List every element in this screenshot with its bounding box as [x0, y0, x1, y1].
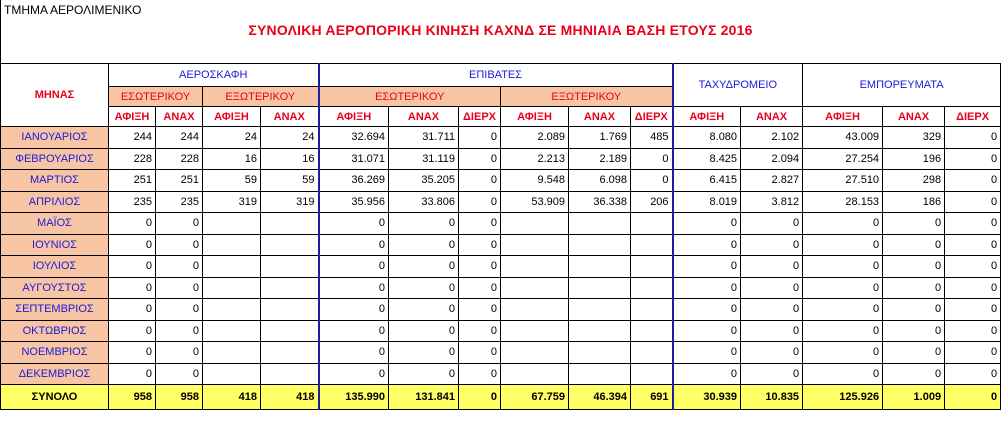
table-cell	[631, 234, 673, 256]
table-cell: 2.094	[741, 148, 803, 170]
table-row	[1, 170, 1001, 192]
table-cell	[203, 342, 261, 364]
table-cell: 0	[741, 320, 803, 342]
table-cell: 2.089	[501, 127, 569, 149]
table-cell	[203, 320, 261, 342]
table-cell: 0	[389, 213, 459, 235]
table-cell: 319	[261, 191, 319, 213]
col-header-arr: ΑΦΙΞΗ	[319, 107, 389, 127]
table-cell	[501, 256, 569, 278]
table-cell: 16	[203, 148, 261, 170]
table-cell	[261, 363, 319, 385]
table-cell	[631, 299, 673, 321]
table-cell	[501, 342, 569, 364]
table-cell: 0	[883, 299, 945, 321]
table-cell: 0	[389, 363, 459, 385]
table-cell: 0	[459, 191, 501, 213]
table-cell: 1.769	[569, 127, 631, 149]
table-cell: 235	[156, 191, 203, 213]
table-cell: 31.711	[389, 127, 459, 149]
table-cell: 298	[883, 170, 945, 192]
table-cell: 27.510	[803, 170, 883, 192]
report-title: ΣΥΝΟΛΙΚΗ ΑΕΡΟΠΟΡΙΚΗ ΚΙΝΗΣΗ ΚΑΧΝΔ ΣΕ ΜΗΝΙΑΙΑ ΒΑΣΗ ΕΤΟΥΣ 2016	[248, 22, 753, 38]
table-cell: 485	[631, 127, 673, 149]
table-cell: 0	[389, 320, 459, 342]
table-row	[1, 213, 1001, 235]
table-row	[1, 277, 1001, 299]
table-cell	[203, 234, 261, 256]
table-cell: 0	[803, 213, 883, 235]
table-cell: 0	[319, 320, 389, 342]
table-cell: 131.841	[389, 385, 459, 410]
table-cell: 0	[945, 148, 1001, 170]
aircraft-header: ΑΕΡΟΣΚΑΦΗ	[109, 64, 319, 87]
table-cell	[569, 363, 631, 385]
header-row-groups	[1, 64, 1001, 87]
month-name: ΙΟΥΛΙΟΣ	[1, 256, 109, 278]
table-cell: 0	[741, 342, 803, 364]
table-cell: 251	[156, 170, 203, 192]
table-cell: 0	[803, 234, 883, 256]
table-cell: 319	[203, 191, 261, 213]
table-cell: 28.153	[803, 191, 883, 213]
table-cell: 0	[109, 342, 156, 364]
table-cell	[569, 277, 631, 299]
table-cell: 0	[156, 299, 203, 321]
table-cell: 0	[319, 256, 389, 278]
table-cell: 0	[673, 234, 741, 256]
table-cell: 0	[673, 342, 741, 364]
table-cell: 228	[156, 148, 203, 170]
traffic-table	[0, 63, 1001, 410]
table-cell: 2.102	[741, 127, 803, 149]
table-cell: 0	[673, 256, 741, 278]
table-cell: 0	[459, 170, 501, 192]
table-row	[1, 342, 1001, 364]
month-name: ΔΕΚΕΜΒΡΙΟΣ	[1, 363, 109, 385]
table-cell: 0	[459, 277, 501, 299]
table-cell	[203, 277, 261, 299]
table-cell	[261, 299, 319, 321]
table-cell: 135.990	[319, 385, 389, 410]
table-cell	[569, 256, 631, 278]
table-cell: 0	[803, 363, 883, 385]
table-cell: 3.812	[741, 191, 803, 213]
table-cell: 0	[109, 277, 156, 299]
table-cell: 0	[741, 277, 803, 299]
table-cell: 0	[389, 299, 459, 321]
table-cell: 0	[741, 234, 803, 256]
table-cell	[501, 320, 569, 342]
table-cell: 16	[261, 148, 319, 170]
table-cell: 0	[673, 299, 741, 321]
table-cell: 1.009	[883, 385, 945, 410]
table-cell	[203, 363, 261, 385]
table-cell: 235	[109, 191, 156, 213]
table-cell: 9.548	[501, 170, 569, 192]
table-cell: 206	[631, 191, 673, 213]
col-header-dep: ΑΝΑΧ	[261, 107, 319, 127]
table-cell: 0	[945, 363, 1001, 385]
table-cell: 0	[883, 213, 945, 235]
table-row	[1, 191, 1001, 213]
table-cell: 35.205	[389, 170, 459, 192]
table-cell	[501, 234, 569, 256]
month-name: ΙΟΥΝΙΟΣ	[1, 234, 109, 256]
table-cell: 0	[803, 256, 883, 278]
table-cell	[501, 363, 569, 385]
mail-header: ΤΑΧΥΔΡΟΜΕΙΟ	[673, 64, 803, 107]
table-cell: 0	[945, 342, 1001, 364]
table-cell: 0	[945, 170, 1001, 192]
table-cell: 0	[883, 234, 945, 256]
table-cell: 0	[459, 127, 501, 149]
passengers-international-header: ΕΞΩΤΕΡΙΚΟΥ	[501, 87, 673, 107]
table-cell: 0	[156, 234, 203, 256]
table-cell: 0	[156, 363, 203, 385]
table-cell: 53.909	[501, 191, 569, 213]
table-cell: 31.071	[319, 148, 389, 170]
table-cell: 0	[803, 342, 883, 364]
table-cell	[569, 342, 631, 364]
table-cell: 0	[945, 191, 1001, 213]
table-cell: 0	[109, 234, 156, 256]
month-name: ΟΚΤΩΒΡΙΟΣ	[1, 320, 109, 342]
col-header-transit: ΔΙΕΡΧ	[945, 107, 1001, 127]
table-cell: 0	[945, 256, 1001, 278]
month-name: ΝΟΕΜΒΡΙΟΣ	[1, 342, 109, 364]
col-header-transit: ΔΙΕΡΧ	[631, 107, 673, 127]
table-cell: 251	[109, 170, 156, 192]
table-cell: 0	[109, 363, 156, 385]
col-header-arr: ΑΦΙΞΗ	[109, 107, 156, 127]
table-cell: 0	[319, 299, 389, 321]
table-cell: 228	[109, 148, 156, 170]
table-cell: 0	[389, 256, 459, 278]
table-cell: 0	[803, 320, 883, 342]
table-cell: 0	[319, 277, 389, 299]
table-cell: 0	[459, 299, 501, 321]
header-row-columns	[1, 107, 1001, 127]
table-cell: 0	[319, 234, 389, 256]
table-cell: 24	[261, 127, 319, 149]
table-cell: 958	[109, 385, 156, 410]
table-cell: 0	[741, 299, 803, 321]
table-cell	[261, 256, 319, 278]
table-cell	[203, 256, 261, 278]
passengers-domestic-header: ΕΣΩΤΕΡΙΚΟΥ	[319, 87, 501, 107]
table-cell: 0	[389, 234, 459, 256]
col-header-arr: ΑΦΙΞΗ	[673, 107, 741, 127]
table-cell: 24	[203, 127, 261, 149]
table-row	[1, 299, 1001, 321]
table-cell: 186	[883, 191, 945, 213]
month-name: ΦΕΒΡΟΥΑΡΙΟΣ	[1, 148, 109, 170]
table-cell: 196	[883, 148, 945, 170]
table-cell: 0	[883, 256, 945, 278]
table-cell: 0	[319, 363, 389, 385]
table-cell: 0	[673, 320, 741, 342]
table-cell: 46.394	[569, 385, 631, 410]
table-cell: 958	[156, 385, 203, 410]
table-cell	[631, 363, 673, 385]
table-cell: 0	[459, 213, 501, 235]
table-cell: 0	[156, 256, 203, 278]
table-cell: 0	[945, 234, 1001, 256]
table-cell: 0	[673, 213, 741, 235]
table-cell: 0	[156, 213, 203, 235]
table-cell: 0	[741, 363, 803, 385]
table-cell: 0	[883, 363, 945, 385]
table-cell: 6.098	[569, 170, 631, 192]
table-cell	[261, 277, 319, 299]
table-cell	[501, 277, 569, 299]
table-cell: 27.254	[803, 148, 883, 170]
table-cell: 0	[109, 299, 156, 321]
table-cell: 0	[459, 385, 501, 410]
table-cell	[203, 213, 261, 235]
table-cell: 0	[673, 277, 741, 299]
table-cell	[261, 234, 319, 256]
table-cell: 0	[319, 342, 389, 364]
table-cell	[631, 277, 673, 299]
table-cell: 0	[109, 213, 156, 235]
cargo-header: ΕΜΠΟΡΕΥΜΑΤΑ	[803, 64, 1001, 107]
table-cell: 329	[883, 127, 945, 149]
table-cell: 0	[883, 277, 945, 299]
table-cell	[501, 299, 569, 321]
table-cell	[631, 320, 673, 342]
department-label: ΤΜΗΜΑ ΑΕΡΟΛΙΜΕΝΙΚΟ	[4, 3, 142, 17]
table-cell: 0	[945, 127, 1001, 149]
table-cell: 0	[459, 342, 501, 364]
table-cell: 36.338	[569, 191, 631, 213]
aircraft-domestic-header: ΕΣΩΤΕΡΙΚΟΥ	[109, 87, 203, 107]
table-cell: 0	[109, 256, 156, 278]
table-cell	[631, 256, 673, 278]
table-row	[1, 148, 1001, 170]
table-cell: 59	[203, 170, 261, 192]
table-cell: 8.425	[673, 148, 741, 170]
table-cell: 0	[673, 363, 741, 385]
table-cell	[569, 213, 631, 235]
month-name: ΣΕΠΤΕΜΒΡΙΟΣ	[1, 299, 109, 321]
table-cell: 0	[319, 213, 389, 235]
aircraft-international-header: ΕΞΩΤΕΡΙΚΟΥ	[203, 87, 319, 107]
table-cell: 59	[261, 170, 319, 192]
table-cell: 33.806	[389, 191, 459, 213]
table-cell: 0	[389, 277, 459, 299]
table-cell: 244	[156, 127, 203, 149]
table-cell: 0	[156, 320, 203, 342]
table-cell: 0	[803, 277, 883, 299]
table-cell: 0	[803, 299, 883, 321]
month-name: ΙΑΝΟΥΑΡΙΟΣ	[1, 127, 109, 149]
table-cell: 31.119	[389, 148, 459, 170]
total-label: ΣΥΝΟΛΟ	[1, 385, 109, 410]
table-cell: 418	[203, 385, 261, 410]
month-name: ΜΑΪΟΣ	[1, 213, 109, 235]
table-cell: 0	[945, 320, 1001, 342]
table-cell: 0	[883, 320, 945, 342]
table-cell: 125.926	[803, 385, 883, 410]
table-row	[1, 127, 1001, 149]
table-cell: 0	[945, 385, 1001, 410]
table-cell: 0	[459, 234, 501, 256]
table-cell	[569, 234, 631, 256]
table-cell	[631, 213, 673, 235]
table-cell: 0	[156, 277, 203, 299]
col-header-arr: ΑΦΙΞΗ	[203, 107, 261, 127]
table-cell: 6.415	[673, 170, 741, 192]
table-cell	[501, 213, 569, 235]
col-header-transit: ΔΙΕΡΧ	[459, 107, 501, 127]
table-cell: 0	[945, 213, 1001, 235]
month-name: ΑΠΡΙΛΙΟΣ	[1, 191, 109, 213]
table-cell	[569, 299, 631, 321]
table-cell	[261, 213, 319, 235]
col-header-dep: ΑΝΑΧ	[156, 107, 203, 127]
table-cell: 32.694	[319, 127, 389, 149]
passengers-header: ΕΠΙΒΑΤΕΣ	[319, 64, 673, 87]
col-header-dep: ΑΝΑΧ	[741, 107, 803, 127]
table-cell: 35.956	[319, 191, 389, 213]
table-cell: 0	[945, 277, 1001, 299]
table-cell: 0	[459, 148, 501, 170]
month-name: ΑΥΓΟΥΣΤΟΣ	[1, 277, 109, 299]
table-cell	[261, 320, 319, 342]
table-cell: 36.269	[319, 170, 389, 192]
total-row	[1, 385, 1001, 410]
table-cell	[261, 342, 319, 364]
table-cell: 2.827	[741, 170, 803, 192]
table-cell	[203, 299, 261, 321]
table-cell: 10.835	[741, 385, 803, 410]
table-cell	[569, 320, 631, 342]
col-header-dep: ΑΝΑΧ	[883, 107, 945, 127]
table-cell: 30.939	[673, 385, 741, 410]
table-cell: 67.759	[501, 385, 569, 410]
table-cell: 691	[631, 385, 673, 410]
table-cell: 0	[389, 342, 459, 364]
table-cell	[631, 342, 673, 364]
col-header-arr: ΑΦΙΞΗ	[803, 107, 883, 127]
table-cell: 0	[459, 320, 501, 342]
table-cell: 0	[459, 363, 501, 385]
table-cell: 0	[945, 299, 1001, 321]
table-row	[1, 256, 1001, 278]
table-cell: 0	[631, 170, 673, 192]
table-cell: 418	[261, 385, 319, 410]
table-cell: 2.189	[569, 148, 631, 170]
table-cell: 8.019	[673, 191, 741, 213]
table-cell: 0	[631, 148, 673, 170]
table-cell: 244	[109, 127, 156, 149]
col-header-arr: ΑΦΙΞΗ	[501, 107, 569, 127]
month-header: ΜΗΝΑΣ	[1, 64, 109, 127]
table-row	[1, 234, 1001, 256]
table-cell: 8.080	[673, 127, 741, 149]
table-cell: 2.213	[501, 148, 569, 170]
table-cell: 0	[741, 213, 803, 235]
table-cell: 0	[156, 342, 203, 364]
table-cell: 0	[459, 256, 501, 278]
col-header-dep: ΑΝΑΧ	[569, 107, 631, 127]
month-name: ΜΑΡΤΙΟΣ	[1, 170, 109, 192]
table-cell: 0	[883, 342, 945, 364]
table-cell: 0	[109, 320, 156, 342]
table-cell: 0	[741, 256, 803, 278]
table-cell: 43.009	[803, 127, 883, 149]
table-row	[1, 320, 1001, 342]
table-row	[1, 363, 1001, 385]
col-header-dep: ΑΝΑΧ	[389, 107, 459, 127]
